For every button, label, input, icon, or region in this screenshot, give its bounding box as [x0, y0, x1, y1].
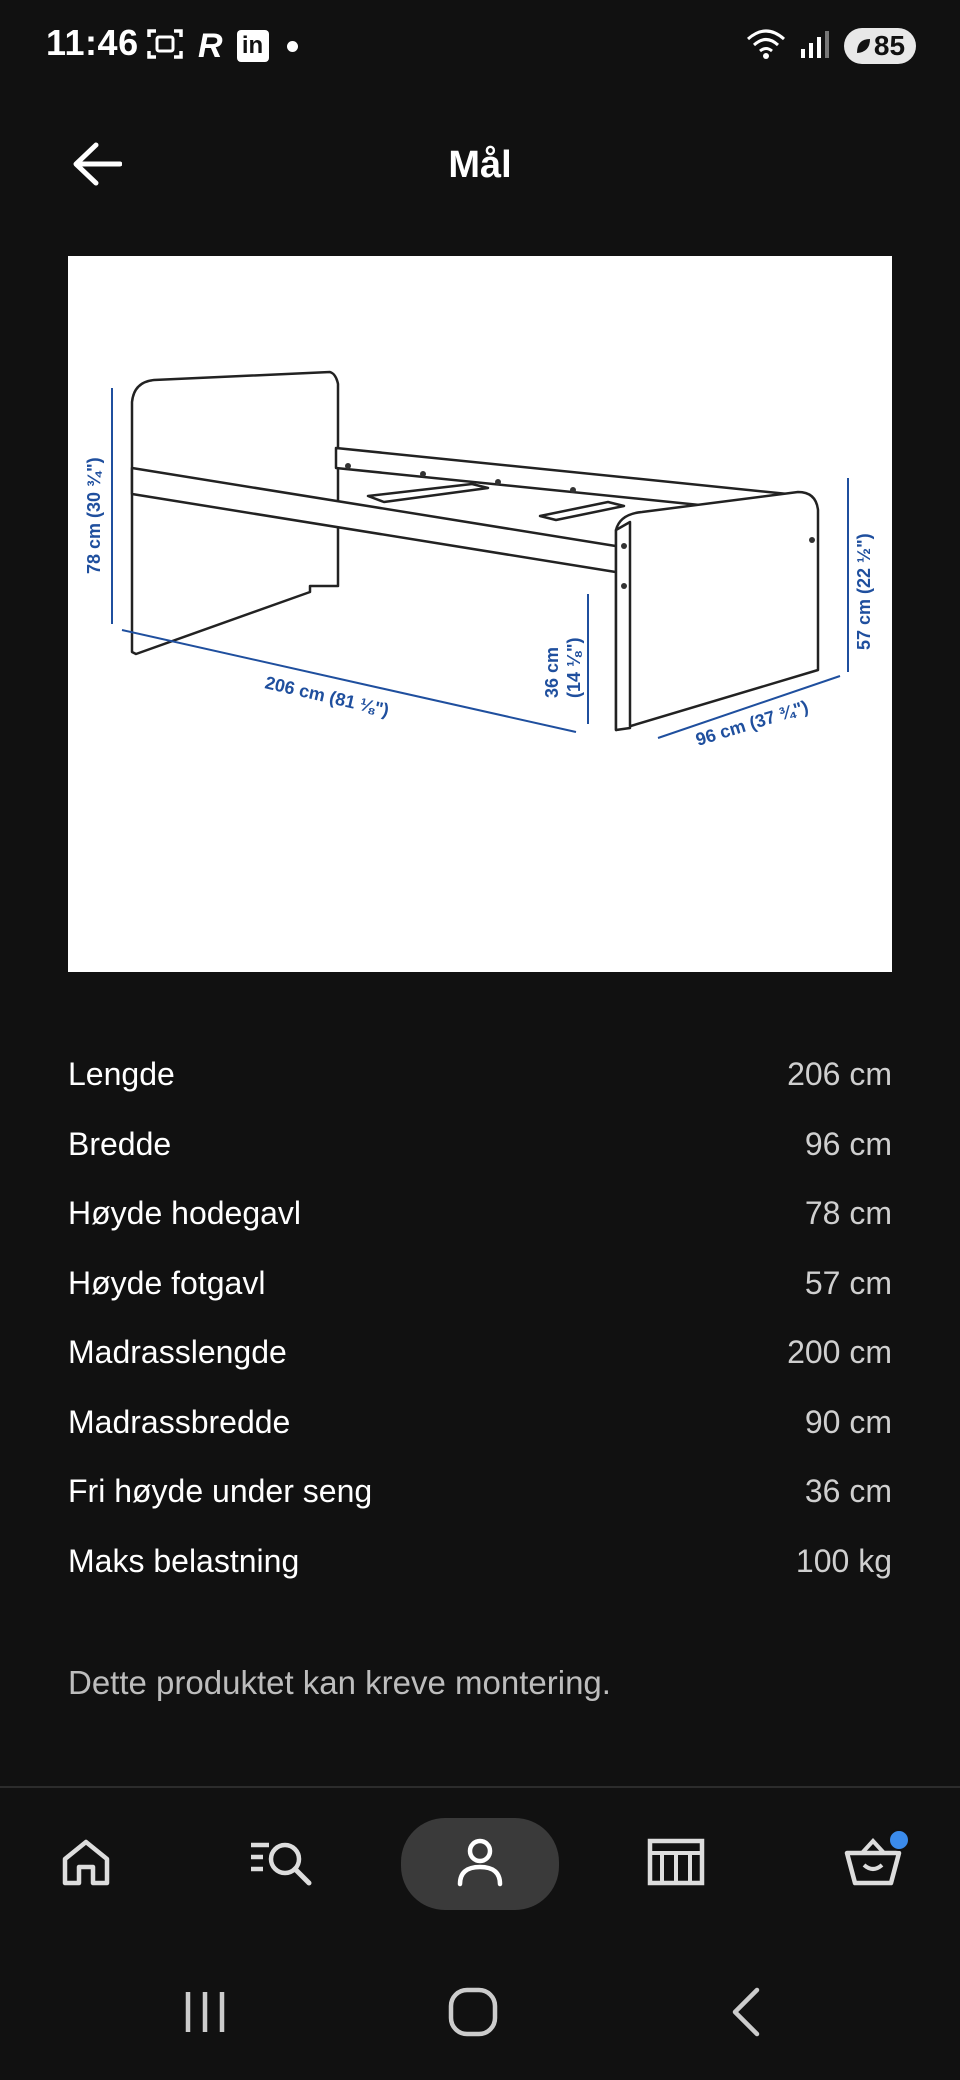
back-system-button[interactable] [700, 1984, 790, 2044]
spec-value: 100 kg [795, 1542, 892, 1579]
spec-row-mattress-width [68, 1388, 892, 1458]
spec-row-mattress-length [68, 1318, 892, 1388]
spec-label: Bredde [68, 1125, 172, 1162]
dim-line-length [122, 630, 576, 732]
status-icons-right [746, 26, 916, 66]
home-icon [60, 1837, 112, 1892]
spec-value: 57 cm [804, 1264, 892, 1301]
cart-badge [888, 1829, 910, 1851]
spec-row-max-load [68, 1527, 892, 1597]
label-length: 206 cm (81 ⅛") [263, 672, 391, 721]
search-icon [249, 1837, 315, 1892]
label-footboard-height: 57 cm (22 ½") [854, 533, 874, 650]
leaf-icon [855, 30, 871, 62]
system-nav [0, 1940, 960, 2080]
nav-home[interactable] [26, 1822, 146, 1906]
nav-cart[interactable] [814, 1822, 934, 1906]
spec-value: 96 cm [804, 1125, 892, 1162]
spec-row-headboard-height [68, 1179, 892, 1249]
spec-list [68, 1040, 892, 1596]
bottom-nav [0, 1788, 960, 1940]
header [0, 110, 960, 220]
bed-drawing [68, 256, 892, 972]
label-headboard-height: 78 cm (30 ¾") [84, 457, 104, 574]
nav-store[interactable] [616, 1822, 736, 1906]
label-clearance-in: (14 ⅛") [564, 637, 584, 698]
label-width: 96 cm (37 ¾") [693, 696, 811, 750]
spec-label: Madrassbredde [68, 1403, 291, 1440]
recent-apps-icon [180, 1988, 230, 2041]
store-icon [647, 1837, 705, 1892]
home-system-button[interactable] [428, 1984, 518, 2044]
spec-label: Madrasslengde [68, 1334, 287, 1371]
spec-value: 200 cm [787, 1334, 892, 1371]
home-circle-icon [447, 1986, 499, 2043]
basket-icon [844, 1837, 904, 1892]
dot-icon [287, 41, 298, 52]
spec-label: Lengde [68, 1056, 175, 1093]
battery-indicator [844, 28, 916, 64]
screenshot-icon [146, 27, 184, 66]
wifi-icon [746, 27, 786, 66]
back-chevron-icon [727, 1986, 763, 2043]
nav-search[interactable] [222, 1822, 342, 1906]
spec-value: 206 cm [787, 1056, 892, 1093]
battery-level: 85 [873, 30, 906, 61]
recent-apps-button[interactable] [160, 1984, 250, 2044]
r-app-icon: R [198, 26, 223, 65]
status-time: 11:46 [46, 22, 139, 63]
assembly-note: Dette produktet kan kreve montering. [68, 1664, 611, 1701]
dimension-diagram [68, 256, 892, 972]
spec-value: 36 cm [804, 1473, 892, 1510]
status-icons-left [146, 26, 298, 66]
spec-label: Høyde hodegavl [68, 1195, 302, 1232]
spec-label: Fri høyde under seng [68, 1473, 373, 1510]
person-icon [456, 1837, 504, 1892]
label-clearance: 36 cm [542, 646, 562, 698]
signal-icon [800, 29, 830, 64]
spec-label: Maks belastning [68, 1542, 300, 1579]
spec-value: 78 cm [804, 1195, 892, 1232]
spec-value: 90 cm [804, 1403, 892, 1440]
spec-row-width [68, 1110, 892, 1180]
nav-profile[interactable] [401, 1818, 559, 1910]
linkedin-icon: in [237, 30, 269, 62]
status-bar [0, 0, 960, 90]
spec-row-clearance [68, 1457, 892, 1527]
spec-row-footboard-height [68, 1249, 892, 1319]
spec-label: Høyde fotgavl [68, 1264, 266, 1301]
page-title: Mål [448, 144, 512, 186]
spec-row-length [68, 1040, 892, 1110]
